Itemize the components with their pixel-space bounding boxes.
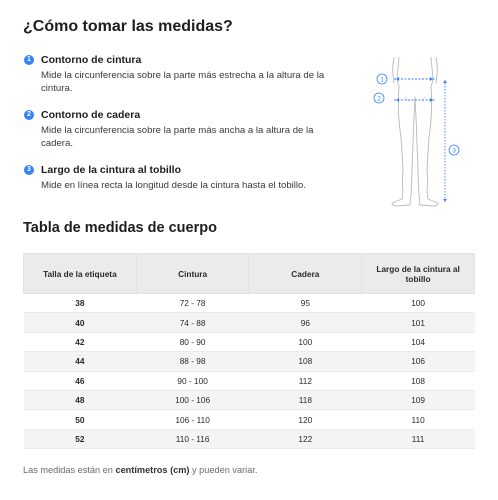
cell-size: 52 bbox=[24, 429, 137, 448]
cell-length: 108 bbox=[362, 371, 475, 390]
body-measurement-figure bbox=[372, 57, 472, 207]
table-row bbox=[24, 429, 475, 448]
step-title: Largo de la cintura al tobillo bbox=[41, 164, 182, 176]
cell-waist: 80 - 90 bbox=[136, 332, 249, 351]
cell-length: 109 bbox=[362, 390, 475, 409]
cell-size: 44 bbox=[24, 352, 137, 371]
figure-marker-2: 2 bbox=[377, 95, 381, 103]
footnote-text-start: Las medidas están en bbox=[23, 465, 116, 475]
cell-hip: 100 bbox=[249, 332, 362, 351]
cell-length: 101 bbox=[362, 313, 475, 332]
cell-length: 106 bbox=[362, 352, 475, 371]
cell-waist: 72 - 78 bbox=[136, 294, 249, 313]
step-title: Contorno de cintura bbox=[41, 54, 142, 66]
cell-size: 48 bbox=[24, 390, 137, 409]
column-header-waist: Cintura bbox=[136, 254, 249, 294]
cell-hip: 118 bbox=[249, 390, 362, 409]
cell-size: 42 bbox=[24, 332, 137, 351]
step-number-badge: 1 bbox=[24, 55, 34, 65]
size-table-title: Tabla de medidas de cuerpo bbox=[23, 220, 217, 236]
step-waist bbox=[23, 54, 343, 95]
cell-length: 100 bbox=[362, 294, 475, 313]
cell-hip: 95 bbox=[249, 294, 362, 313]
table-row bbox=[24, 410, 475, 429]
cell-waist: 106 - 110 bbox=[136, 410, 249, 429]
cell-hip: 112 bbox=[249, 371, 362, 390]
step-description: Mide la circunferencia sobre la parte más ancha a la altura de la cadera. bbox=[41, 125, 314, 149]
cell-length: 111 bbox=[362, 429, 475, 448]
figure-markers bbox=[374, 74, 459, 155]
measurement-steps bbox=[23, 54, 343, 193]
cell-size: 46 bbox=[24, 371, 137, 390]
right-leg-outline bbox=[415, 87, 438, 206]
cell-waist: 90 - 100 bbox=[136, 371, 249, 390]
cell-size: 50 bbox=[24, 410, 137, 429]
footnote-unit: centímetros (cm) bbox=[115, 465, 190, 475]
column-header-length: Largo de la cintura al tobillo bbox=[362, 254, 475, 294]
step-hip bbox=[23, 109, 343, 150]
cell-size: 38 bbox=[24, 294, 137, 313]
torso-outline bbox=[397, 57, 433, 87]
table-row bbox=[24, 294, 475, 313]
cell-waist: 100 - 106 bbox=[136, 390, 249, 409]
page-title: ¿Cómo tomar las medidas? bbox=[23, 18, 233, 35]
step-description: Mide en línea recta la longitud desde la cintura hasta el tobillo. bbox=[41, 180, 307, 191]
table-row bbox=[24, 332, 475, 351]
cell-waist: 88 - 98 bbox=[136, 352, 249, 371]
cell-waist: 74 - 88 bbox=[136, 313, 249, 332]
cell-waist: 110 - 116 bbox=[136, 429, 249, 448]
cell-hip: 108 bbox=[249, 352, 362, 371]
column-header-size: Talla de la etiqueta bbox=[24, 254, 137, 294]
footnote-text-end: y pueden variar. bbox=[189, 465, 258, 475]
column-header-hip: Cadera bbox=[249, 254, 362, 294]
footnote bbox=[23, 465, 257, 475]
step-title: Contorno de cadera bbox=[41, 109, 141, 121]
table-row bbox=[24, 371, 475, 390]
table-row bbox=[24, 313, 475, 332]
step-number-badge: 2 bbox=[24, 110, 34, 120]
cell-length: 110 bbox=[362, 410, 475, 429]
cell-hip: 120 bbox=[249, 410, 362, 429]
step-inseam bbox=[23, 164, 343, 193]
left-leg-outline bbox=[392, 87, 415, 206]
cell-size: 40 bbox=[24, 313, 137, 332]
size-table bbox=[23, 253, 475, 449]
cell-hip: 122 bbox=[249, 429, 362, 448]
cell-hip: 96 bbox=[249, 313, 362, 332]
table-row bbox=[24, 390, 475, 409]
cell-length: 104 bbox=[362, 332, 475, 351]
table-header-row bbox=[24, 254, 475, 294]
step-number-badge: 3 bbox=[24, 165, 34, 175]
step-description: Mide la circunferencia sobre la parte más estrecha a la altura de la cintura. bbox=[41, 70, 325, 94]
figure-marker-3: 3 bbox=[452, 147, 456, 155]
table-row bbox=[24, 352, 475, 371]
figure-marker-1: 1 bbox=[380, 76, 384, 84]
